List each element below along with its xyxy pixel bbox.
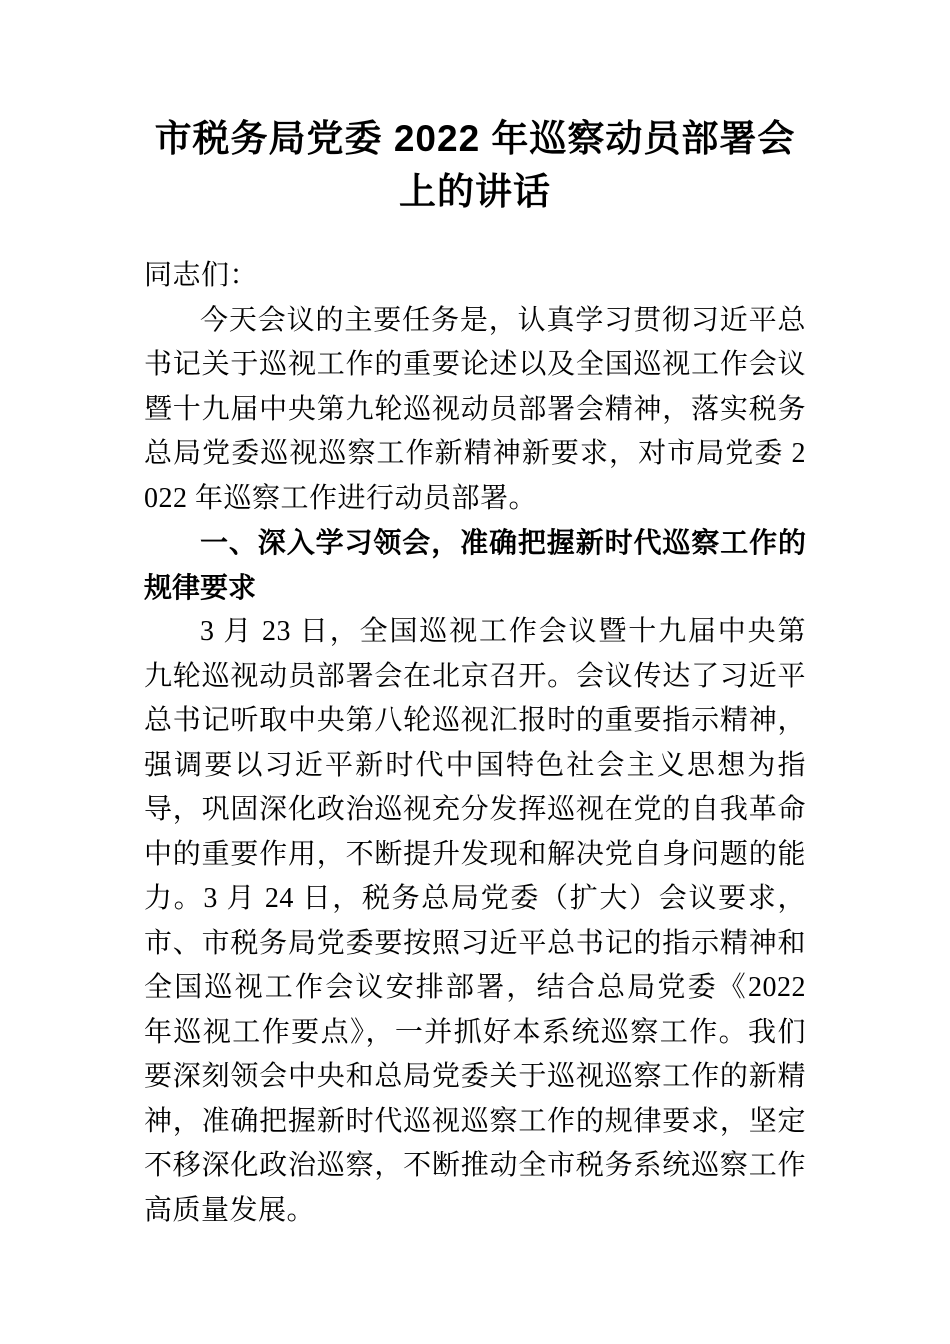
section-heading-1: 一、深入学习领会，准确把握新时代巡察工作的规律要求	[144, 527, 806, 603]
paragraph-intro: 今天会议的主要任务是，认真学习贯彻习近平总书记关于巡视工作的重要论述以及全国巡视工作会议暨十九届中央第九轮巡视动员部署会精神，落实税务总局党委巡视巡察工作新精神新要求，对市局党委 2022 年巡察工作进行动员部署。	[144, 304, 806, 514]
salutation: 同志们：	[144, 260, 259, 291]
document-title: 市税务局党委 2022 年巡察动员部署会上的讲话	[154, 118, 796, 212]
paragraph-section-1-body: 3 月 23 日，全国巡视工作会议暨十九届中央第九轮巡视动员部署会在北京召开。会议传达了习近平总书记听取中央第八轮巡视汇报时的重要指示精神，强调要以习近平新时代中国特色社会主义思想为指导，巩固深化政治巡视充分发挥巡视在党的自我革命中的重要作用，不断提升发现和解决党自身问题的能力。3 月 24 日，税务总局党委（扩大）会议要求，市、市税务局党委要按照习近平总书记的指示精神和全国巡视工作会议安排部署，结合总局党委《2022 年巡视工作要点》，一并抓好本系统巡察工作。我们要深刻领会中央和总局党委关于巡视巡察工作的新精神，准确把握新时代巡视巡察工作的规律要求，坚定不移深化政治巡察，不断推动全市税务系统巡察工作高质量发展。	[144, 616, 806, 1226]
